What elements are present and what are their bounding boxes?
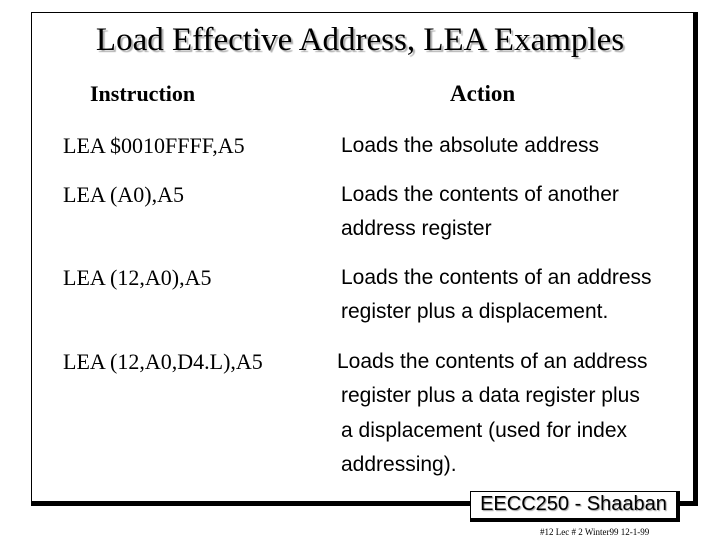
action-line: Loads the contents of an address <box>337 350 648 373</box>
action-line: Loads the absolute address <box>341 134 600 157</box>
action-column-header: Action <box>450 81 516 106</box>
action-line: register plus a data register plus <box>341 384 640 407</box>
action-line: register plus a displacement. <box>341 300 609 323</box>
instruction-lea-displacement: LEA (12,A0),A5 <box>63 265 212 290</box>
action-line: address register <box>341 217 492 240</box>
instruction-lea-absolute: LEA $0010FFFF,A5 <box>63 133 245 158</box>
slide-title: Load Effective Address, LEA Examples <box>95 22 625 58</box>
course-label-box <box>470 491 680 522</box>
action-line: a displacement (used for index <box>341 419 627 442</box>
action-line: Loads the contents of another <box>341 183 619 206</box>
course-label: EECC250 - Shaaban <box>480 493 667 515</box>
action-line: Loads the contents of an address <box>341 266 652 289</box>
slide-footnote: #12 Lec # 2 Winter99 12-1-99 <box>540 527 650 537</box>
action-line: addressing). <box>341 453 457 476</box>
instruction-lea-indexed: LEA (12,A0,D4.L),A5 <box>63 349 263 374</box>
instruction-column-header: Instruction <box>90 81 196 106</box>
instruction-lea-indirect: LEA (A0),A5 <box>63 182 184 207</box>
